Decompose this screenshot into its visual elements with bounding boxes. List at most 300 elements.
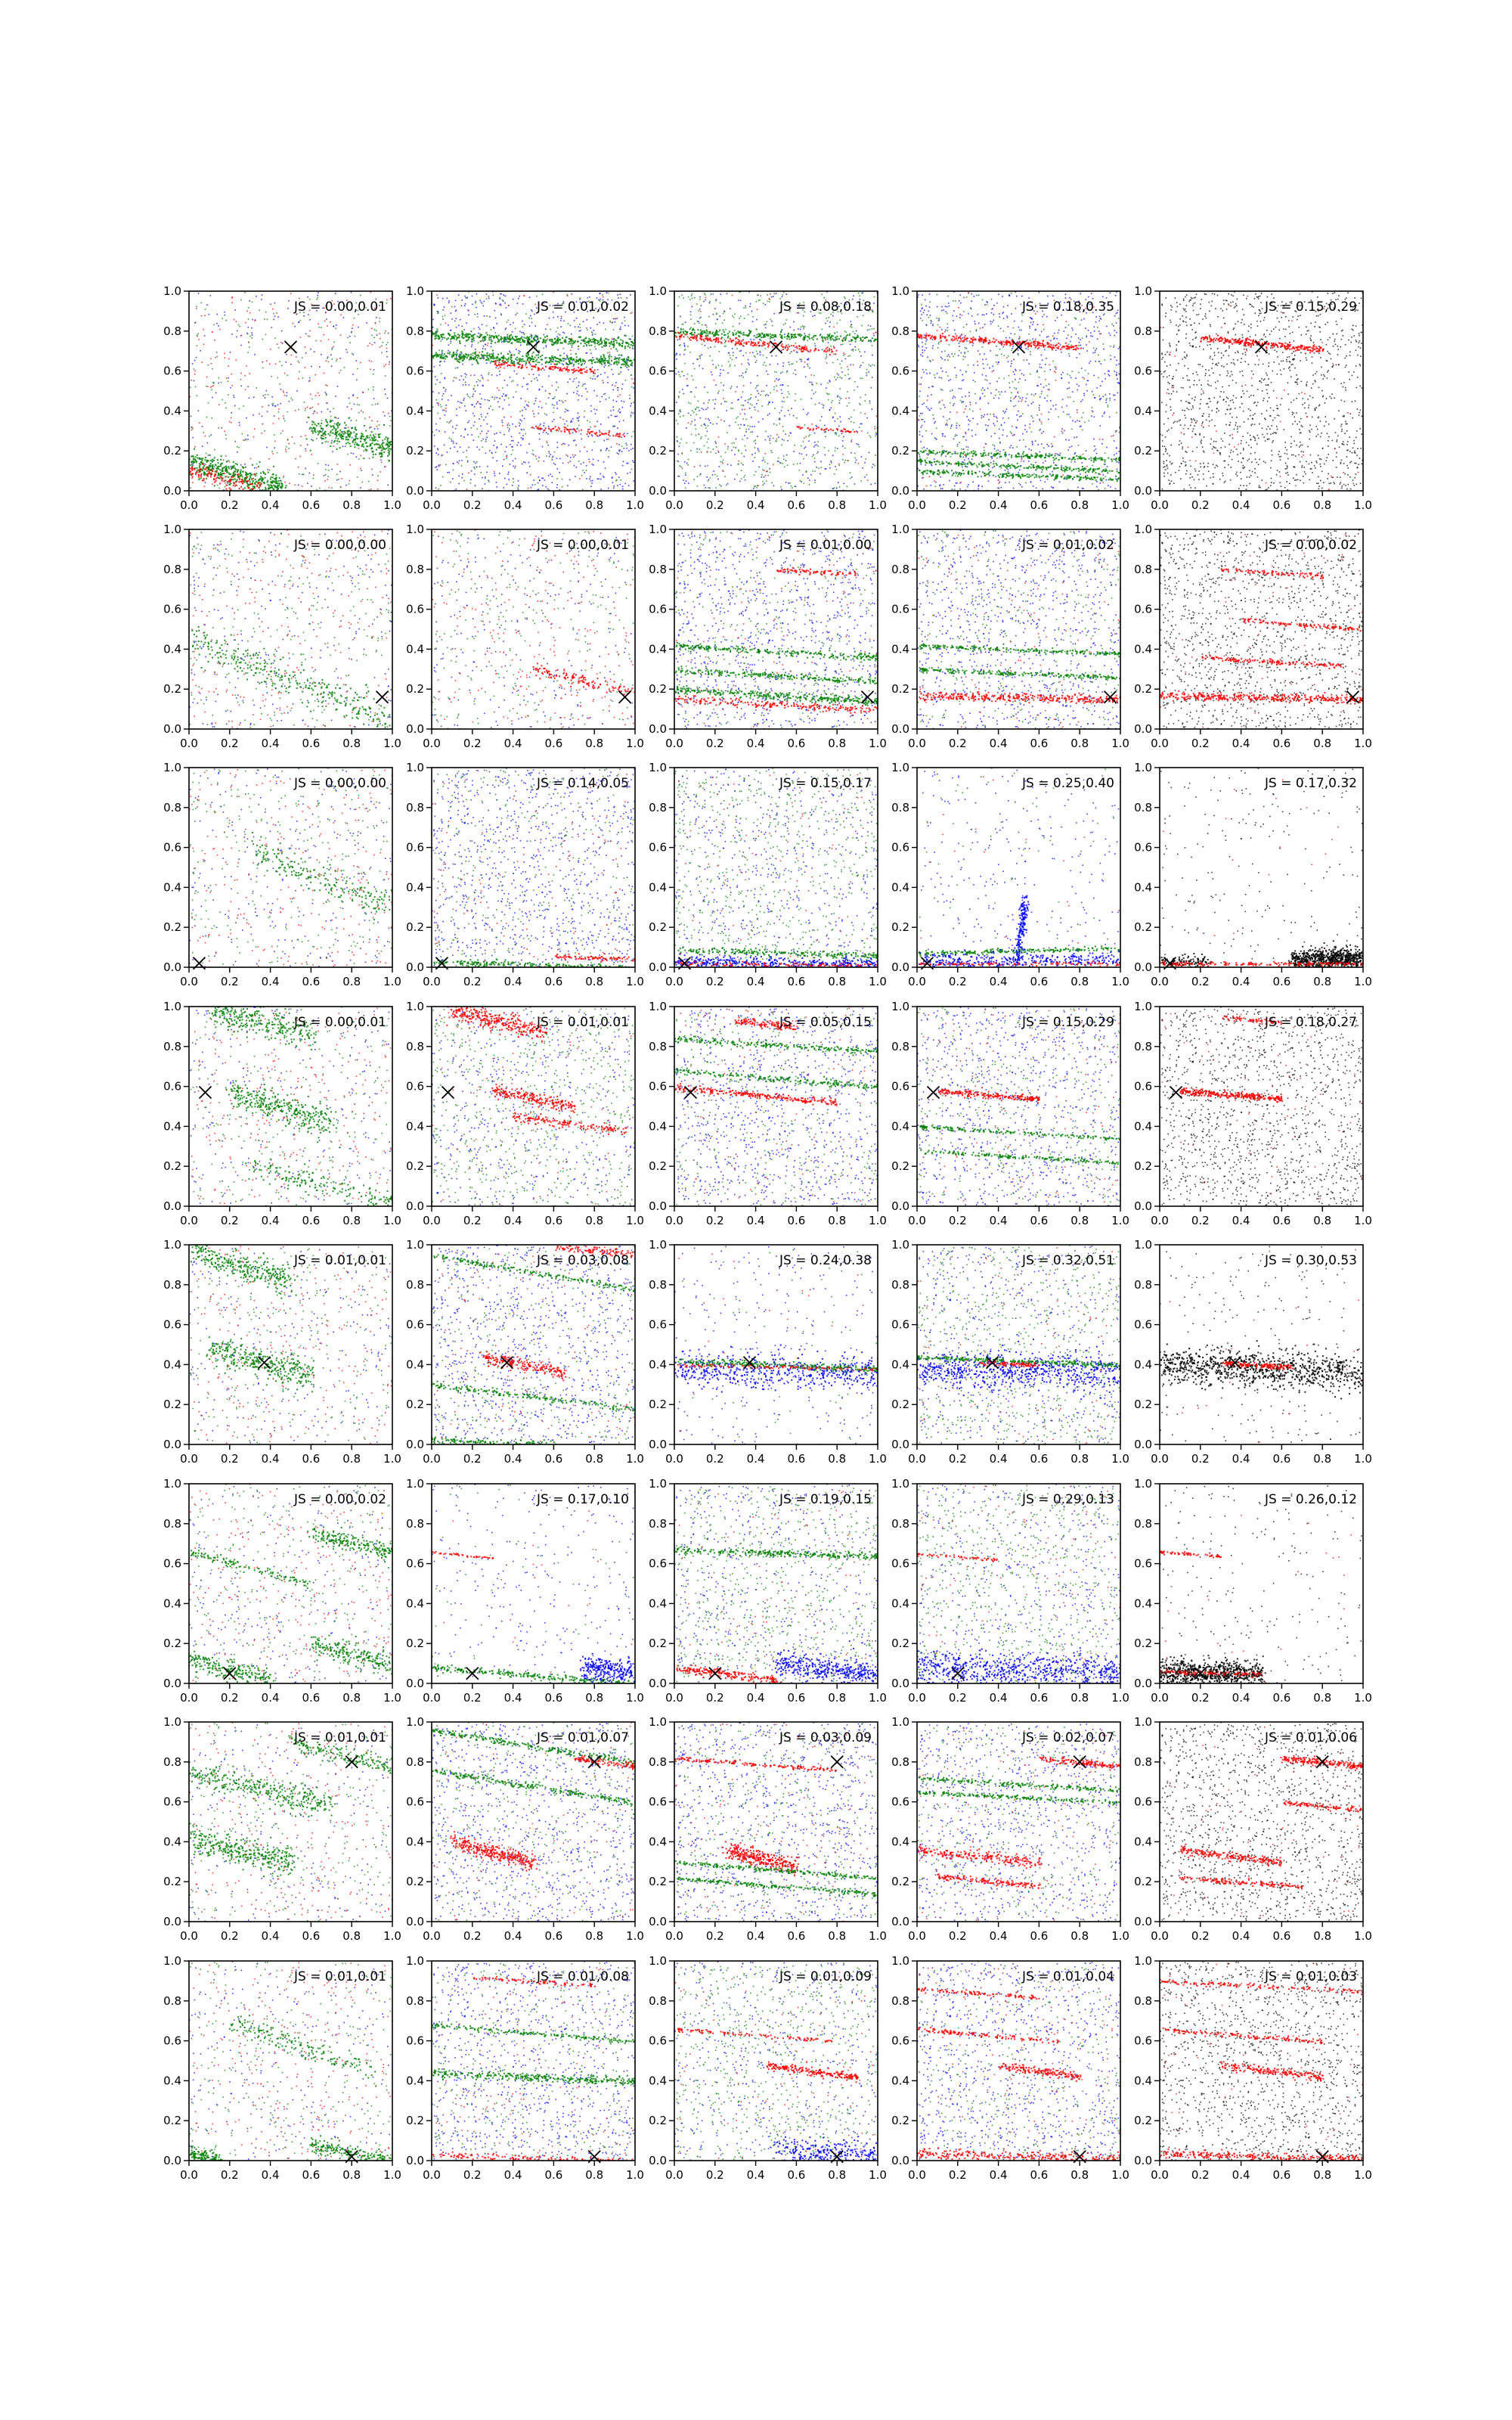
scatter-point: [736, 417, 737, 419]
scatter-point: [297, 361, 299, 362]
scatter-point: [605, 338, 606, 340]
scatter-point: [474, 473, 476, 475]
scatter-point: [239, 488, 240, 489]
scatter-point: [796, 361, 798, 363]
scatter-point: [342, 431, 344, 433]
scatter-point: [764, 461, 766, 463]
scatter-point: [699, 410, 700, 411]
scatter-point: [311, 424, 313, 426]
scatter-point: [445, 378, 446, 380]
scatter-point: [620, 329, 621, 330]
scatter-point: [231, 374, 233, 375]
scatter-point: [497, 448, 498, 449]
scatter-point: [553, 412, 555, 414]
scatter-point: [466, 394, 468, 396]
scatter-point: [253, 486, 254, 487]
scatter-point: [569, 378, 571, 380]
scatter-point: [532, 427, 534, 428]
scatter-point: [497, 360, 498, 361]
scatter-point: [279, 477, 280, 479]
scatter-point: [519, 424, 521, 425]
scatter-point: [705, 435, 707, 436]
scatter-point: [631, 365, 632, 366]
scatter-point: [464, 405, 466, 407]
scatter-point: [323, 438, 324, 439]
scatter-point: [259, 487, 260, 489]
scatter-point: [435, 333, 436, 334]
scatter-point: [779, 379, 780, 380]
scatter-point: [466, 457, 467, 458]
scatter-point: [500, 305, 502, 306]
scatter-point: [609, 355, 610, 357]
scatter-point: [548, 445, 550, 446]
scatter-point: [507, 473, 509, 475]
scatter-point: [246, 439, 247, 440]
scatter-point: [458, 337, 460, 338]
scatter-point: [473, 388, 475, 389]
scatter-point: [308, 296, 309, 298]
scatter-point: [461, 330, 463, 332]
scatter-point: [284, 420, 286, 422]
scatter-point: [451, 395, 452, 396]
scatter-point: [832, 417, 834, 419]
scatter-point: [547, 338, 548, 340]
scatter-point: [861, 424, 863, 425]
scatter-point: [755, 471, 757, 473]
scatter-point: [536, 296, 538, 297]
scatter-point: [686, 385, 688, 386]
scatter-point: [586, 478, 587, 479]
scatter-point: [594, 346, 596, 347]
scatter-point: [720, 456, 722, 458]
scatter-point: [224, 473, 225, 474]
scatter-point: [771, 482, 773, 484]
scatter-point: [380, 338, 381, 340]
scatter-point: [307, 407, 308, 408]
scatter-point: [593, 318, 594, 319]
scatter-point: [715, 323, 717, 324]
scatter-point: [214, 340, 215, 341]
scatter-point: [261, 483, 262, 485]
scatter-point: [730, 355, 731, 356]
scatter-point: [275, 482, 277, 484]
scatter-point: [195, 456, 197, 458]
scatter-point: [249, 476, 251, 477]
scatter-point: [465, 346, 466, 347]
scatter-point: [324, 433, 326, 435]
scatter-point: [620, 479, 621, 481]
scatter-point: [526, 353, 528, 355]
scatter-point: [566, 410, 568, 411]
scatter-point: [262, 479, 264, 480]
scatter-point: [776, 378, 777, 380]
scatter-point: [325, 392, 327, 393]
scatter-point: [336, 479, 338, 481]
scatter-point: [715, 453, 717, 455]
scatter-point: [835, 420, 836, 422]
scatter-point: [469, 447, 470, 448]
scatter-point: [506, 458, 507, 459]
scatter-point: [595, 334, 596, 335]
scatter-point: [432, 391, 434, 392]
scatter-point: [335, 438, 336, 439]
scatter-point: [271, 404, 273, 405]
scatter-point: [349, 464, 351, 466]
scatter-point: [569, 343, 571, 344]
scatter-point: [785, 482, 787, 483]
scatter-point: [202, 479, 203, 481]
scatter-point: [244, 292, 246, 293]
scatter-point: [814, 479, 816, 481]
scatter-point: [632, 336, 634, 337]
scatter-point: [542, 368, 544, 369]
scatter-point: [485, 453, 487, 455]
scatter-point: [596, 343, 598, 344]
scatter-point: [451, 439, 452, 440]
scatter-point: [305, 448, 306, 450]
scatter-point: [453, 355, 454, 356]
scatter-point: [572, 418, 574, 420]
scatter-point: [519, 364, 521, 365]
scatter-point: [477, 401, 479, 402]
scatter-point: [202, 426, 203, 427]
scatter-point: [367, 445, 368, 447]
scatter-point: [602, 433, 603, 435]
scatter-point: [478, 327, 479, 328]
scatter-point: [751, 405, 753, 406]
scatter-point: [361, 455, 362, 457]
scatter-point: [750, 339, 751, 340]
js-annotation: JS = 0.00,0.01: [293, 299, 386, 315]
scatter-point: [736, 386, 738, 388]
scatter-point: [719, 315, 720, 317]
scatter-point: [469, 384, 470, 386]
scatter-point: [205, 464, 206, 465]
scatter-point: [730, 365, 731, 366]
scatter-point: [848, 378, 850, 380]
scatter-point: [230, 387, 231, 389]
scatter-point: [349, 398, 350, 399]
scatter-point: [380, 445, 381, 446]
scatter-point: [483, 355, 485, 356]
scatter-point: [750, 383, 751, 384]
scatter-point: [503, 368, 505, 369]
scatter-point: [495, 302, 497, 304]
scatter-point: [326, 441, 327, 442]
scatter-point: [560, 343, 562, 344]
scatter-point: [567, 296, 569, 297]
scatter-point: [491, 340, 493, 342]
scatter-point: [285, 494, 287, 495]
scatter-point: [542, 341, 544, 343]
scatter-point: [617, 294, 618, 296]
scatter-point: [459, 335, 460, 337]
scatter-point: [244, 487, 246, 489]
scatter-point: [244, 479, 246, 480]
scatter-point: [483, 341, 485, 343]
scatter-point: [744, 414, 745, 415]
scatter-point: [229, 421, 231, 423]
scatter-point: [485, 439, 487, 440]
scatter-point: [518, 489, 519, 490]
scatter-point: [688, 296, 689, 298]
scatter-point: [280, 389, 282, 390]
scatter-point: [343, 433, 345, 435]
scatter-point: [767, 394, 768, 396]
scatter-point: [206, 470, 208, 472]
scatter-point: [603, 357, 605, 358]
scatter-point: [340, 434, 342, 436]
scatter-point: [199, 478, 200, 479]
scatter-point: [608, 439, 609, 440]
scatter-point: [196, 472, 197, 473]
scatter-point: [573, 440, 575, 442]
scatter-point: [326, 318, 327, 320]
scatter-point: [445, 405, 447, 406]
scatter-point: [315, 396, 317, 397]
scatter-point: [580, 360, 581, 361]
scatter-point: [463, 436, 465, 438]
scatter-point: [493, 358, 494, 359]
scatter-point: [488, 355, 490, 356]
scatter-point: [212, 386, 213, 387]
scatter-point: [785, 293, 787, 295]
scatter-point: [791, 408, 792, 409]
scatter-point: [281, 486, 283, 488]
scatter-point: [337, 425, 339, 427]
scatter-point: [758, 400, 759, 402]
scatter-point: [696, 429, 697, 430]
scatter-point: [467, 422, 469, 424]
scatter-point: [548, 475, 550, 476]
scatter-point: [372, 474, 373, 476]
scatter-point: [468, 354, 469, 355]
scatter-point: [312, 421, 314, 423]
scatter-point: [228, 380, 229, 382]
scatter-point: [592, 449, 593, 451]
scatter-point: [457, 358, 459, 360]
scatter-point: [499, 473, 500, 474]
scatter-point: [749, 306, 751, 308]
scatter-point: [604, 372, 606, 374]
scatter-point: [604, 362, 606, 364]
scatter-point: [298, 485, 299, 486]
scatter-point: [453, 470, 454, 471]
scatter-point: [535, 400, 537, 402]
scatter-point: [675, 355, 677, 356]
scatter-point: [472, 358, 474, 359]
scatter-point: [461, 460, 463, 461]
scatter-point: [243, 482, 245, 483]
scatter-point: [715, 384, 717, 386]
scatter-point: [240, 345, 242, 346]
scatter-point: [723, 313, 724, 315]
scatter-point: [436, 430, 438, 431]
scatter-point: [829, 380, 831, 381]
scatter-point: [196, 357, 197, 358]
scatter-point: [632, 448, 634, 449]
scatter-point: [606, 360, 608, 361]
scatter-point: [208, 365, 209, 366]
scatter-point: [500, 313, 502, 315]
scatter-point: [631, 403, 632, 405]
scatter-point: [305, 367, 306, 368]
scatter-point: [447, 472, 448, 473]
scatter-point: [624, 335, 626, 337]
scatter-point: [770, 472, 771, 473]
scatter-point: [701, 425, 702, 427]
x-tick-label: 0.8: [342, 498, 361, 512]
scatter-point: [432, 407, 434, 408]
scatter-point: [354, 444, 355, 445]
scatter-point: [708, 480, 709, 482]
scatter-point: [381, 452, 383, 454]
scatter-point: [523, 295, 525, 296]
scatter-point: [222, 399, 223, 401]
scatter-point: [247, 435, 249, 436]
scatter-point: [803, 328, 804, 330]
scatter-point: [676, 374, 677, 375]
scatter-point: [518, 352, 519, 354]
scatter-point: [225, 486, 226, 488]
scatter-point: [585, 388, 587, 389]
scatter-point: [781, 410, 782, 411]
scatter-point: [298, 378, 299, 380]
scatter-point: [869, 402, 871, 404]
scatter-point: [531, 335, 533, 337]
scatter-point: [225, 466, 227, 467]
scatter-point: [679, 345, 680, 346]
scatter-point: [570, 340, 572, 341]
scatter-point: [265, 397, 266, 399]
scatter-point: [369, 458, 370, 459]
scatter-point: [571, 343, 572, 344]
scatter-point: [767, 294, 768, 296]
scatter-point: [318, 324, 319, 325]
scatter-point: [627, 358, 628, 360]
scatter-point: [309, 336, 311, 337]
scatter-point: [219, 482, 221, 484]
scatter-point: [611, 356, 612, 358]
scatter-point: [389, 454, 390, 455]
scatter-point: [563, 360, 565, 361]
scatter-point: [569, 341, 570, 343]
scatter-point: [209, 436, 210, 437]
scatter-point: [468, 334, 469, 335]
scatter-point: [274, 447, 275, 448]
scatter-point: [373, 337, 375, 339]
scatter-point: [497, 338, 499, 340]
scatter-point: [618, 444, 620, 445]
scatter-point: [845, 358, 847, 360]
scatter-point: [834, 473, 835, 475]
scatter-point: [513, 380, 514, 382]
scatter-point: [627, 473, 628, 474]
scatter-point: [715, 442, 717, 444]
scatter-point: [451, 336, 453, 337]
scatter-point: [190, 487, 191, 489]
scatter-point: [534, 325, 536, 327]
scatter-point: [524, 342, 525, 343]
scatter-point: [580, 343, 581, 344]
scatter-point: [730, 366, 731, 368]
scatter-point: [386, 351, 388, 352]
scatter-point: [684, 482, 686, 484]
scatter-point: [228, 460, 230, 461]
scatter-point: [256, 493, 257, 495]
scatter-point: [595, 433, 596, 435]
scatter-point: [438, 430, 440, 432]
scatter-point: [629, 398, 631, 399]
scatter-point: [783, 430, 785, 432]
scatter-point: [612, 435, 614, 436]
scatter-point: [373, 369, 375, 371]
scatter-point: [457, 354, 458, 355]
scatter-point: [356, 420, 358, 421]
scatter-point: [230, 489, 231, 490]
scatter-point: [217, 356, 218, 358]
scatter-point: [762, 481, 764, 482]
scatter-point: [253, 478, 254, 479]
scatter-point: [373, 438, 375, 439]
scatter-point: [511, 446, 513, 448]
scatter-point: [274, 496, 275, 498]
scatter-point: [596, 421, 598, 423]
scatter-point: [305, 346, 306, 348]
scatter-point: [862, 378, 863, 380]
scatter-point: [708, 418, 709, 420]
scatter-point: [225, 315, 226, 316]
scatter-point: [872, 365, 873, 366]
scatter-point: [212, 459, 213, 461]
scatter-point: [321, 442, 323, 444]
scatter-point: [559, 334, 561, 336]
scatter-point: [865, 458, 866, 460]
scatter-point: [608, 488, 609, 489]
scatter-point: [786, 455, 788, 456]
scatter-point: [267, 319, 268, 321]
scatter-point: [603, 433, 605, 435]
scatter-point: [488, 358, 489, 359]
scatter-point: [807, 413, 809, 414]
scatter-point: [517, 302, 519, 304]
scatter-point: [627, 361, 628, 363]
scatter-point: [501, 337, 503, 339]
scatter-point: [521, 437, 522, 439]
scatter-point: [542, 386, 544, 388]
scatter-point: [191, 430, 193, 431]
scatter-point: [735, 422, 736, 424]
scatter-point: [713, 399, 714, 401]
scatter-point: [578, 349, 579, 350]
scatter-point: [630, 472, 631, 473]
scatter-point: [571, 354, 572, 355]
scatter-point: [526, 472, 528, 473]
scatter-point: [317, 412, 318, 414]
scatter-point: [332, 348, 333, 349]
scatter-point: [259, 492, 260, 494]
scatter-point: [494, 361, 495, 362]
scatter-point: [556, 484, 558, 486]
scatter-point: [357, 443, 358, 445]
scatter-point: [439, 382, 441, 383]
scatter-point: [522, 326, 524, 327]
scatter-point: [339, 372, 340, 374]
scatter-point: [545, 366, 547, 368]
scatter-point: [587, 370, 588, 371]
scatter-point: [562, 479, 563, 480]
scatter-point: [757, 485, 758, 486]
